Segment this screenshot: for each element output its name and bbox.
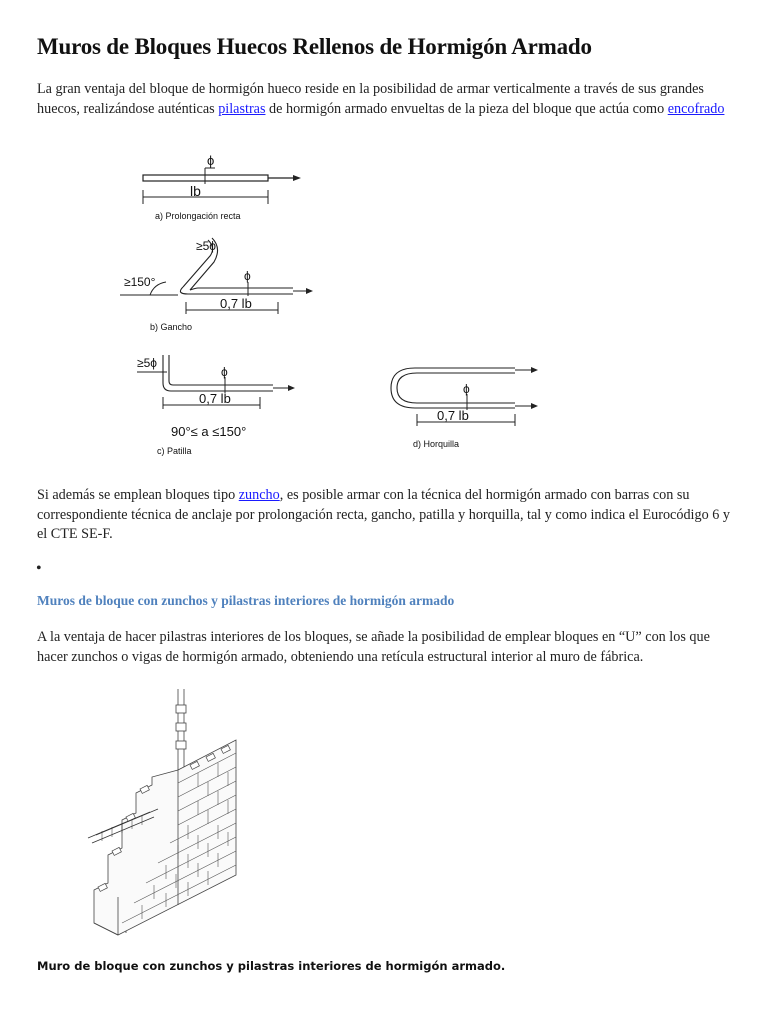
para3-text: A la ventaja de hacer pilastras interiores de los bloques, se añade la posibilidad de emplear bloques en “U” con los que hacer zunchos o vigas de hormigón armado, obteniendo una retícula estructural interior al muro de fábrica. bbox=[37, 629, 710, 665]
figure-patilla-anchor bbox=[133, 347, 313, 462]
fig-b-length: 0,7 lb bbox=[220, 296, 252, 311]
fig-d-length: 0,7 lb bbox=[437, 408, 469, 423]
link-encofrado[interactable]: encofrado bbox=[667, 100, 725, 117]
fig-b-hook: ≥5ϕ bbox=[196, 239, 216, 253]
block-wall-illustration bbox=[78, 685, 248, 945]
figure-straight-anchor bbox=[135, 148, 315, 228]
link-pilastras[interactable]: pilastras bbox=[218, 100, 266, 117]
para2-text-1: Si además se emplean bloques tipo bbox=[37, 487, 239, 503]
zuncho-paragraph bbox=[37, 486, 737, 545]
fig-b-label: b) Gancho bbox=[150, 322, 193, 332]
fig-b-angle: ≥150° bbox=[124, 275, 156, 289]
fig-a-label: a) Prolongación recta bbox=[155, 211, 241, 221]
fig-c-phi: ϕ bbox=[221, 365, 228, 379]
fig-d-label: d) Horquilla bbox=[413, 439, 460, 449]
u-block-paragraph bbox=[37, 628, 737, 667]
bullet-point: • bbox=[36, 560, 42, 577]
fig-c-hook: ≥5ϕ bbox=[137, 356, 157, 370]
link-zuncho[interactable]: zuncho bbox=[238, 487, 280, 503]
figure-caption: Muro de bloque con zunchos y pilastras interiores de hormigón armado. bbox=[37, 959, 506, 973]
intro-text-2: de hormigón armado envueltas de la pieza del bloque que actúa como bbox=[265, 100, 668, 117]
page-title: Muros de Bloques Huecos Rellenos de Hormigón Armado bbox=[37, 34, 592, 59]
fig-b-phi: ϕ bbox=[244, 269, 251, 283]
fig-c-label: c) Patilla bbox=[157, 446, 192, 456]
fig-c-length: 0,7 lb bbox=[199, 391, 231, 406]
fig-c-range: 90°≤ a ≤150° bbox=[171, 424, 247, 439]
fig-a-length: lb bbox=[190, 183, 201, 199]
intro-paragraph bbox=[37, 80, 737, 119]
section-subheading: Muros de bloque con zunchos y pilastras interiores de hormigón armado bbox=[37, 593, 455, 608]
figure-horquilla-anchor bbox=[385, 360, 550, 455]
figure-hook-anchor bbox=[118, 232, 328, 337]
fig-a-phi: ϕ bbox=[207, 153, 215, 168]
fig-d-phi: ϕ bbox=[463, 382, 470, 396]
para2-text-2: , es posible armar con la técnica del hormigón armado con barras con su correspondiente técnica de anclaje por prolongación recta, gancho, patilla y horquilla, tal y como indica el Eurocódigo 6 y el CTE SE-F. bbox=[37, 487, 730, 542]
intro-text-1: La gran ventaja del bloque de hormigón hueco reside en la posibilidad de armar verticalmente a través de sus grandes huecos, realizándose auténticas bbox=[37, 81, 704, 117]
